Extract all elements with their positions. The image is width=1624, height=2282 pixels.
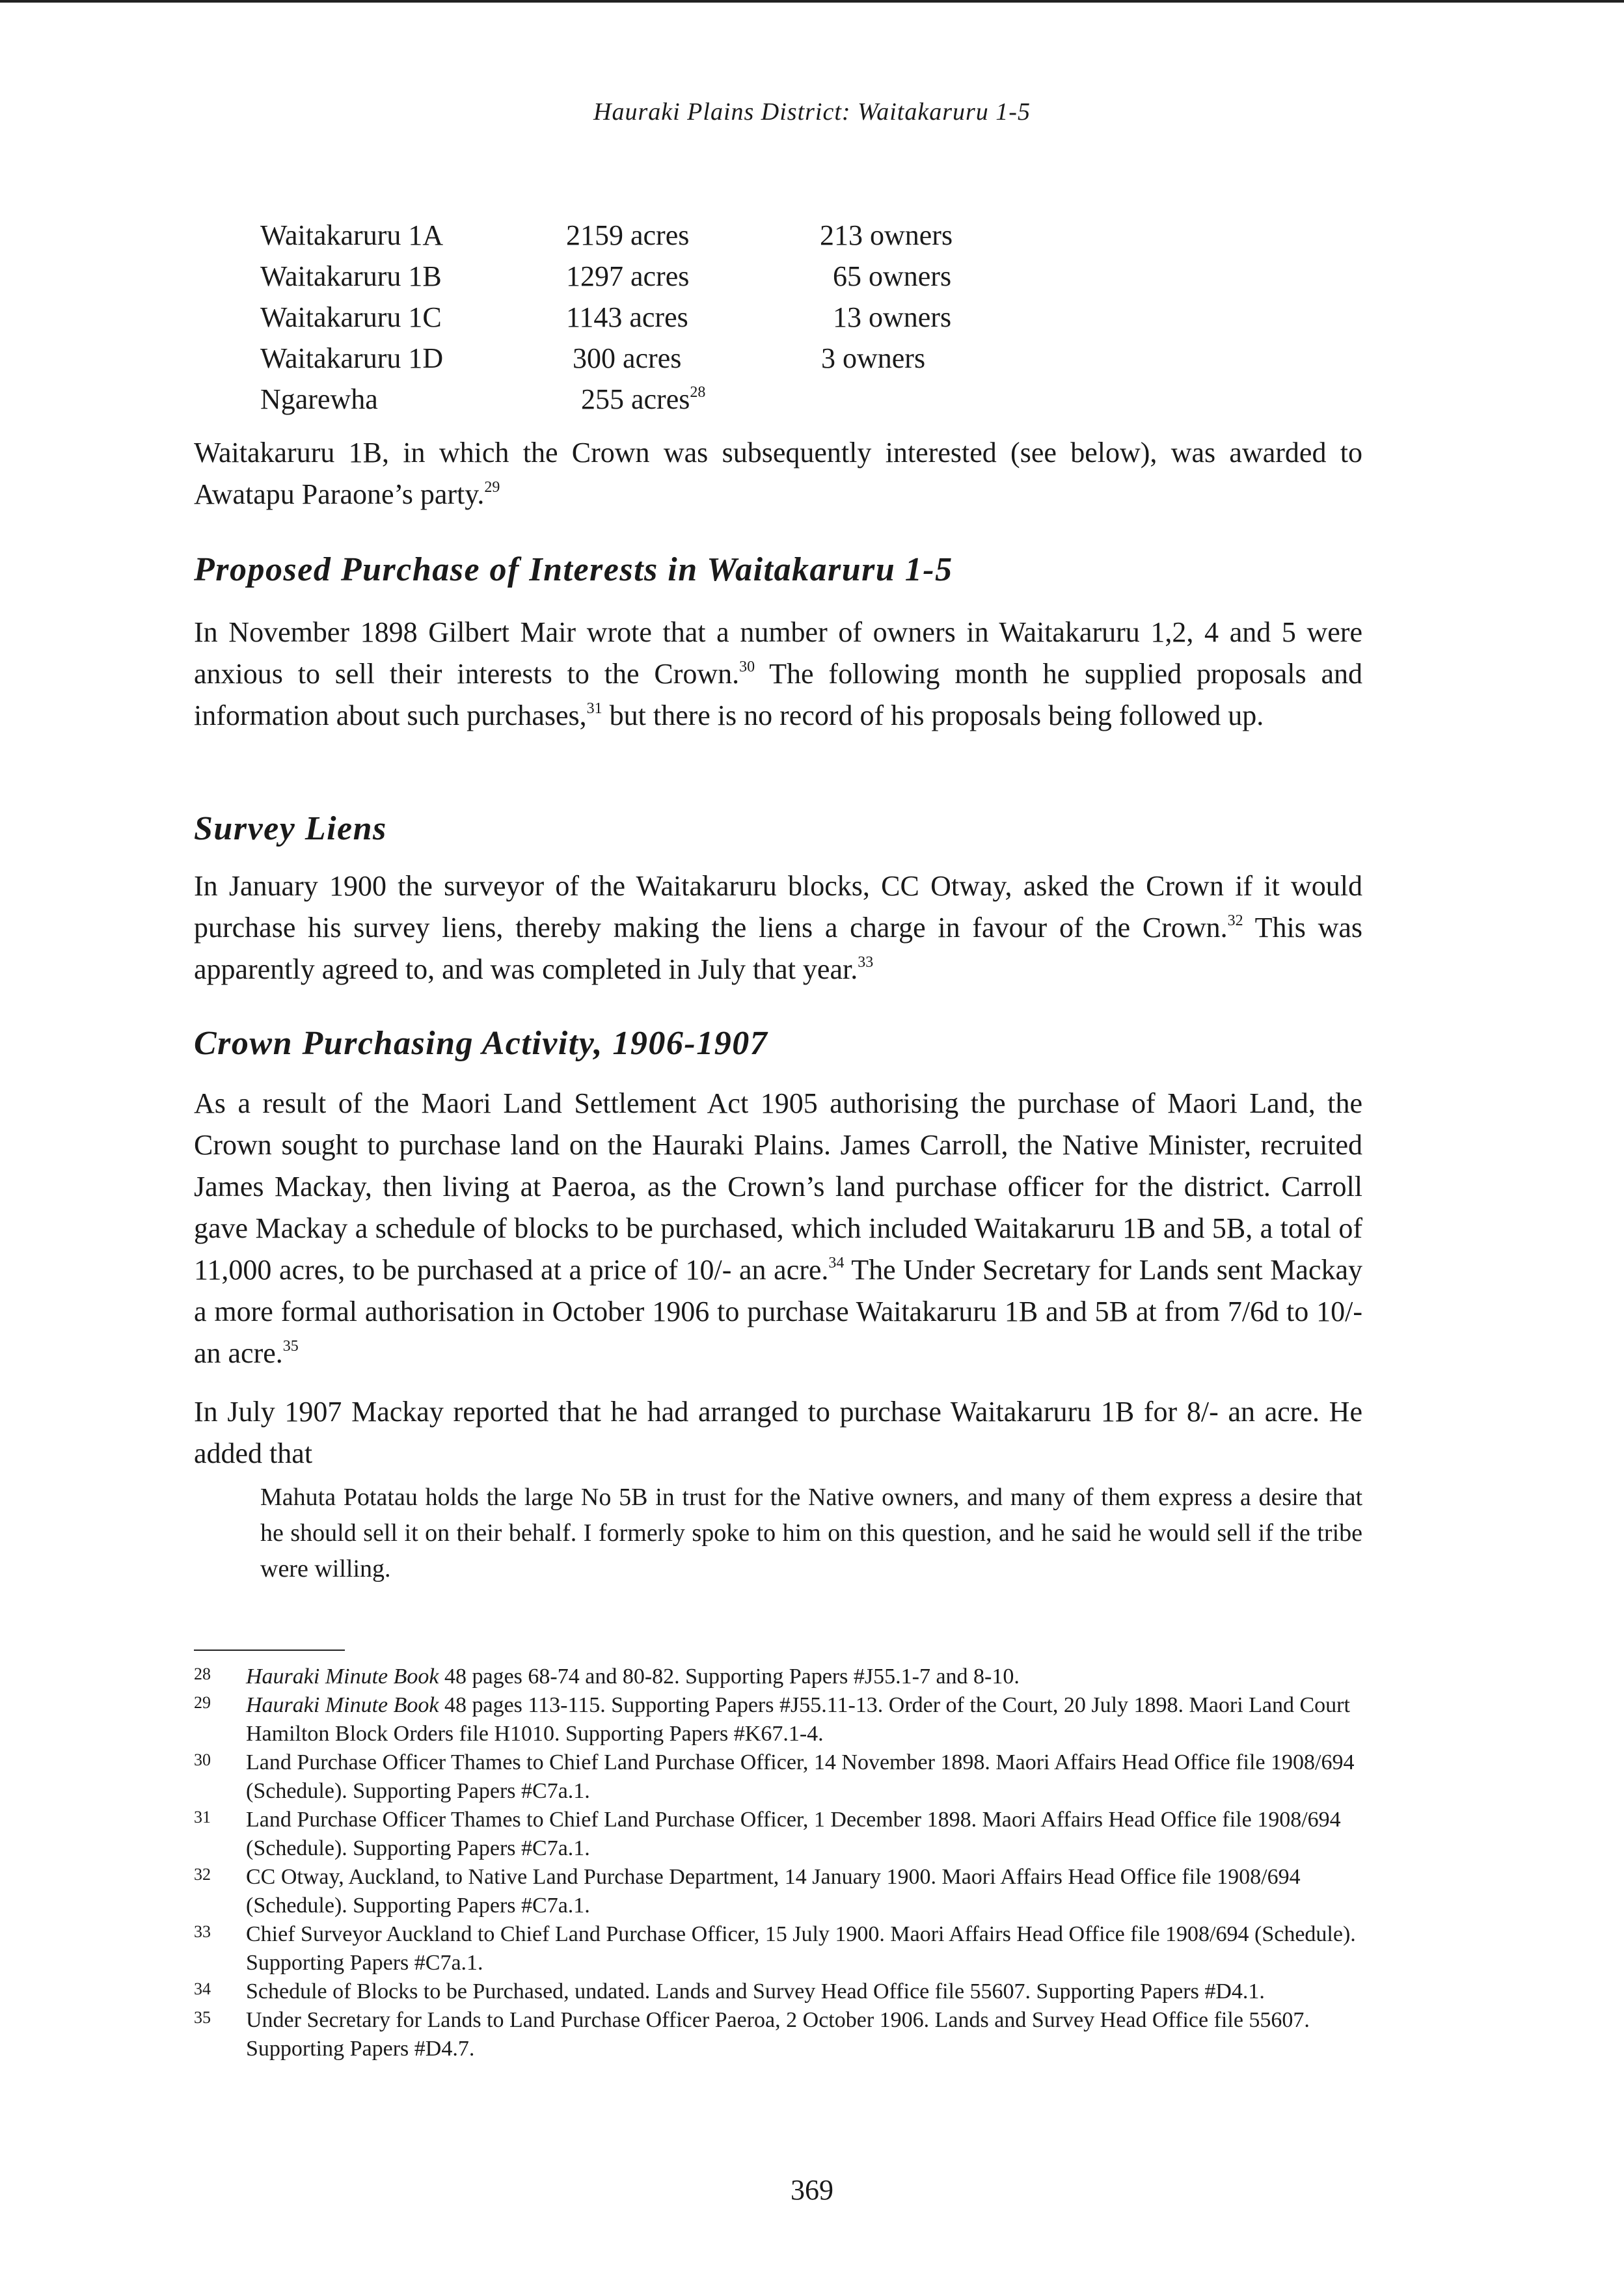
- footnote-ref: 31: [586, 700, 602, 717]
- footnote-divider: [194, 1650, 345, 1651]
- intro-paragraph: Waitakaruru 1B, in which the Crown was subsequently interested (see below), was awarded to Awatapu Paraone’s party.$^{29}$: [194, 437, 1362, 510]
- table-row: [260, 342, 1041, 383]
- footnotes: [194, 1663, 1365, 2063]
- block-quote: Mahuta Potatau holds the large No 5B in trust for the Native owners, and many of them express a desire that he should sell it on their behalf. I formerly spoke to him on this question, and he said he would sell if the tribe were willing.: [260, 1484, 1362, 1582]
- footnote-ref: 28: [690, 384, 706, 401]
- paragraph-crown-purchasing: As a result of the Maori Land Settlement Act 1905 authorising the purchase of Maori Land, the Crown sought to purchase land on the Hauraki Plains. James Carroll, the Native Minister, recruited James Mackay, then living at Paeroa, as the Crown’s land purchase officer for the district. Carroll gave Mackay a schedule of blocks to be purchased, which included Waitakaruru 1B and 5B, a total of 11,000 acres, to be purchased at a price of 10/- an acre.$^{34}$ The Under Secretary for Lands sent Mackay a more formal authorisation in October 1906 to purchase Waitakaruru 1B and 5B at from 7/6d to 10/- an acre.$^{35}$: [194, 1087, 1362, 1369]
- footnote-ref: 34: [828, 1255, 845, 1271]
- page-number: 369: [791, 2174, 833, 2206]
- block-acres: 255 acres$^{28}$: [581, 383, 706, 415]
- footnote-number: 29: [194, 1693, 211, 1712]
- paragraph-mackay-report: In July 1907 Mackay reported that he had arranged to purchase Waitakaruru 1B for 8/- an acre. He added that: [194, 1396, 1362, 1469]
- footnote-ref: 29: [484, 479, 500, 496]
- footnote-number: 31: [194, 1808, 211, 1827]
- block-owners: 213 owners: [820, 219, 953, 251]
- footnote-number: 33: [194, 1922, 211, 1941]
- block-name: Waitakaruru 1A: [260, 219, 444, 251]
- footnote-item: 34 Schedule of Blocks to be Purchased, undated. Lands and Survey Head Office file 55607. Supporting Papers #D4.1.: [194, 1977, 1365, 2006]
- footnote-ref: 35: [282, 1338, 299, 1355]
- table-row: [260, 301, 1041, 342]
- paragraph-survey-liens: In January 1900 the surveyor of the Waitakaruru blocks, CC Otway, asked the Crown if it would purchase his survey liens, thereby making the liens a charge in favour of the Crown.$^{32}$ This was apparently agreed to, and was completed in July that year.$^{33}$: [194, 870, 1363, 985]
- block-acres: 2159 acres: [566, 219, 690, 251]
- block-owners: 13 owners: [833, 301, 952, 333]
- footnote-ref: 33: [858, 954, 874, 971]
- section-heading-proposed-purchase: Proposed Purchase of Interests in Waitakaruru 1-5: [194, 551, 953, 588]
- block-acres: 1143 acres: [566, 301, 688, 333]
- running-head: Hauraki Plains District: Waitakaruru 1-5: [593, 98, 1031, 126]
- intro-paragraph-block: [194, 432, 1362, 515]
- footnote-item: 30 Land Purchase Officer Thames to Chief Land Purchase Officer, 14 November 1898. Maori Affairs Head Office file 1908/694 (Schedule). Supporting Papers #C7a.1.: [194, 1748, 1365, 1806]
- footnote-item: 32 CC Otway, Auckland, to Native Land Purchase Department, 14 January 1900. Maori Affairs Head Office file 1908/694 (Schedule). Supporting Papers #C7a.1.: [194, 1863, 1365, 1920]
- footnote-item: 29 Hauraki Minute Book 48 pages 113-115. Supporting Papers #J55.11-13. Order of the Court, 20 July 1898. Maori Land Court Hamilton Block Orders file H1010. Supporting Papers #K67.1-4.: [194, 1691, 1365, 1748]
- block-name: Waitakaruru 1B: [260, 260, 442, 292]
- section-heading-survey-liens: Survey Liens: [194, 810, 387, 847]
- footnote-item: 28 Hauraki Minute Book 48 pages 68-74 and 80-82. Supporting Papers #J55.1-7 and 8-10.: [194, 1663, 1365, 1691]
- footnote-item: 35 Under Secretary for Lands to Land Purchase Officer Paeroa, 2 October 1906. Lands and Survey Head Office file 55607. Supporting Papers #D4.7.: [194, 2006, 1365, 2063]
- block-acres: 1297 acres: [566, 260, 690, 292]
- paragraph-proposed-purchase: In November 1898 Gilbert Mair wrote that a number of owners in Waitakaruru 1,2, 4 and 5 were anxious to sell their interests to the Crown.$^{30}$ The following month he supplied proposals and information about such purchases,$^{31}$ but there is no record of his proposals being followed up.: [194, 616, 1362, 731]
- footnote-item: 33 Chief Surveyor Auckland to Chief Land Purchase Officer, 15 July 1900. Maori Affairs Head Office file 1908/694 (Schedule). Supporting Papers #C7a.1.: [194, 1920, 1365, 1977]
- footnote-ref: 32: [1227, 912, 1243, 929]
- block-name: Ngarewha: [260, 383, 378, 415]
- block-acres: 300 acres: [573, 342, 682, 374]
- block-owners: 65 owners: [833, 260, 952, 292]
- block-name: Waitakaruru 1D: [260, 342, 444, 374]
- block-name: Waitakaruru 1C: [260, 301, 442, 333]
- table-row: [260, 219, 1041, 260]
- footnote-number: 28: [194, 1664, 211, 1683]
- footnote-ref: 30: [739, 659, 755, 675]
- footnote-number: 30: [194, 1750, 211, 1769]
- footnote-number: 35: [194, 2008, 211, 2027]
- block-owners: 3 owners: [821, 342, 926, 374]
- footnote-number: 32: [194, 1865, 211, 1884]
- section-heading-crown-purchasing: Crown Purchasing Activity, 1906-1907: [194, 1025, 768, 1062]
- table-row: [260, 260, 1041, 301]
- top-border-line: [0, 0, 1624, 3]
- acreage-table: [260, 219, 1041, 424]
- footnote-item: 31 Land Purchase Officer Thames to Chief Land Purchase Officer, 1 December 1898. Maori Affairs Head Office file 1908/694 (Schedule). Supporting Papers #C7a.1.: [194, 1806, 1365, 1863]
- table-row: [260, 383, 1041, 424]
- footnote-number: 34: [194, 1979, 211, 1998]
